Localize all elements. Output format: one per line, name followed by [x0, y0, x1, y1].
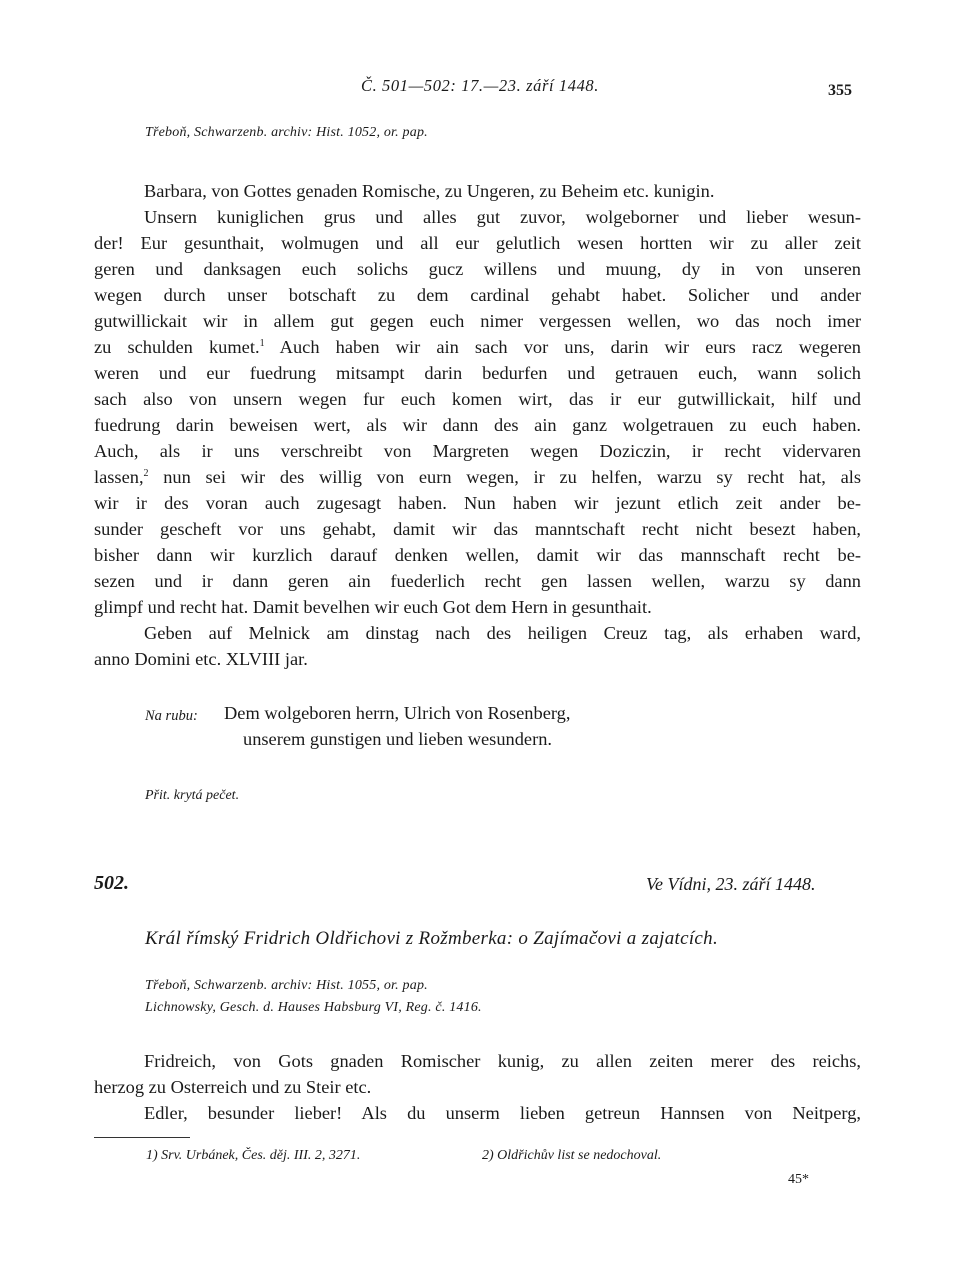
page-number: 355: [828, 82, 852, 99]
paragraph-greeting-501: [94, 178, 861, 204]
text-line: Edler, besunder lieber! Als du unserm lieben getreun Hannsen von Neitperg,: [144, 1103, 861, 1123]
footnote-ref-1: 1: [259, 337, 265, 349]
text-line: sach also von unsern wegen fur euch komen wirt, das ir eur gutwillickait, hilf und: [94, 389, 861, 409]
address-line: unserem gunstigen und lieben wesundern.: [243, 729, 552, 749]
text-line: wegen durch unser botschaft zu dem cardinal gehabt habet. Solicher und ander: [94, 285, 861, 305]
footnote-2: 2) Oldřichův list se nedochoval.: [482, 1148, 662, 1163]
text-fragment: zu schulden kumet.: [94, 337, 260, 357]
address-line: Dem wolgeboren herrn, Ulrich von Rosenberg,: [224, 703, 571, 723]
signature-mark: 45*: [788, 1172, 809, 1187]
text-fragment: nun sei wir des willig von eurn wegen, ir zu helfen, warzu sy recht hat, als: [148, 467, 861, 487]
text-line: gutwillickait wir in allem gut gegen euch nimer vergessen wellen, wo das noch imer: [94, 311, 861, 331]
text-line: der! Eur gesunthait, wolmugen und all eur gelutlich wesen hortten wir zu aller zeit: [94, 233, 861, 253]
text-line: [94, 334, 861, 360]
text-line: weren und eur fuedrung mitsampt darin bedurfen und getrauen euch, wann solich: [94, 363, 861, 383]
footnote-1: 1) Srv. Urbánek, Čes. děj. III. 2, 3271.: [146, 1148, 361, 1163]
document-place-date: Ve Vídni, 23. září 1448.: [646, 874, 816, 894]
text-line: fuedrung darin beweisen wert, als wir dann des ain ganz wolgetrauen zu euch haben.: [94, 415, 861, 435]
running-head: Č. 501—502: 17.—23. září 1448.: [360, 76, 600, 95]
text-line: Fridreich, von Gots gnaden Romischer kunig, zu allen zeiten merer des reichs,: [144, 1051, 861, 1071]
text-fragment: lassen,: [94, 467, 144, 487]
text-line: Barbara, von Gottes genaden Romische, zu Ungeren, zu Beheim etc. kunigin.: [144, 181, 715, 201]
text-line: geren und danksagen euch solichs gucz willens und muung, dy in von unseren: [94, 259, 861, 279]
address-label: Na rubu:: [145, 708, 198, 724]
paragraph-intitulation-502: [94, 1048, 861, 1100]
text-line: wir ir des voran auch zugesagt haben. Nun haben wir jezunt etlich zeit ander be-: [94, 493, 861, 513]
text-fragment: Auch haben wir ain sach vor uns, darin wir eurs racz wegeren: [264, 337, 861, 357]
text-line: anno Domini etc. XLVIII jar.: [94, 649, 308, 669]
text-line: [94, 464, 861, 490]
text-line: Auch, als ir uns verschreibt von Margreten wegen Doziczin, ir recht vidervaren: [94, 441, 861, 461]
regest-title: Král římský Fridrich Oldřichovi z Rožmberka: o Zajímačovi a zajatcích.: [145, 928, 718, 949]
text-line: herzog zu Osterreich und zu Steir etc.: [94, 1077, 372, 1097]
source-note-501: Třeboň, Schwarzenb. archiv: Hist. 1052, or. pap.: [145, 125, 428, 140]
source-note-502: Třeboň, Schwarzenb. archiv: Hist. 1055, or. pap.: [145, 978, 428, 993]
seal-note: Přit. krytá pečet.: [145, 788, 240, 803]
paragraph-body-502: [94, 1100, 861, 1126]
footnote-divider: [94, 1137, 190, 1138]
document-number: 502.: [94, 872, 129, 894]
text-line: Geben auf Melnick am dinstag nach des heiligen Creuz tag, als erhaben ward,: [144, 623, 861, 643]
text-line: glimpf und recht hat. Damit bevelhen wir euch Got dem Hern in gesunthait.: [94, 597, 652, 617]
text-line: sunder gescheft vor uns gehabt, damit wir das manntschaft recht nicht besezt haben,: [94, 519, 861, 539]
literature-note-502: Lichnowsky, Gesch. d. Hauses Habsburg VI, Reg. č. 1416.: [145, 1000, 482, 1015]
text-line: bisher dann wir kurzlich darauf denken wellen, damit wir das mannschaft recht be-: [94, 545, 861, 565]
footnote-ref-2: 2: [143, 467, 149, 479]
paragraph-dating-501: [94, 620, 861, 672]
paragraph-body-501: [94, 204, 861, 620]
text-line: sezen und ir dann geren ain fuederlich recht gen lassen wellen, warzu sy dann: [94, 571, 861, 591]
text-line: Unsern kuniglichen grus und alles gut zuvor, wolgeborner und lieber wesun-: [144, 207, 861, 227]
